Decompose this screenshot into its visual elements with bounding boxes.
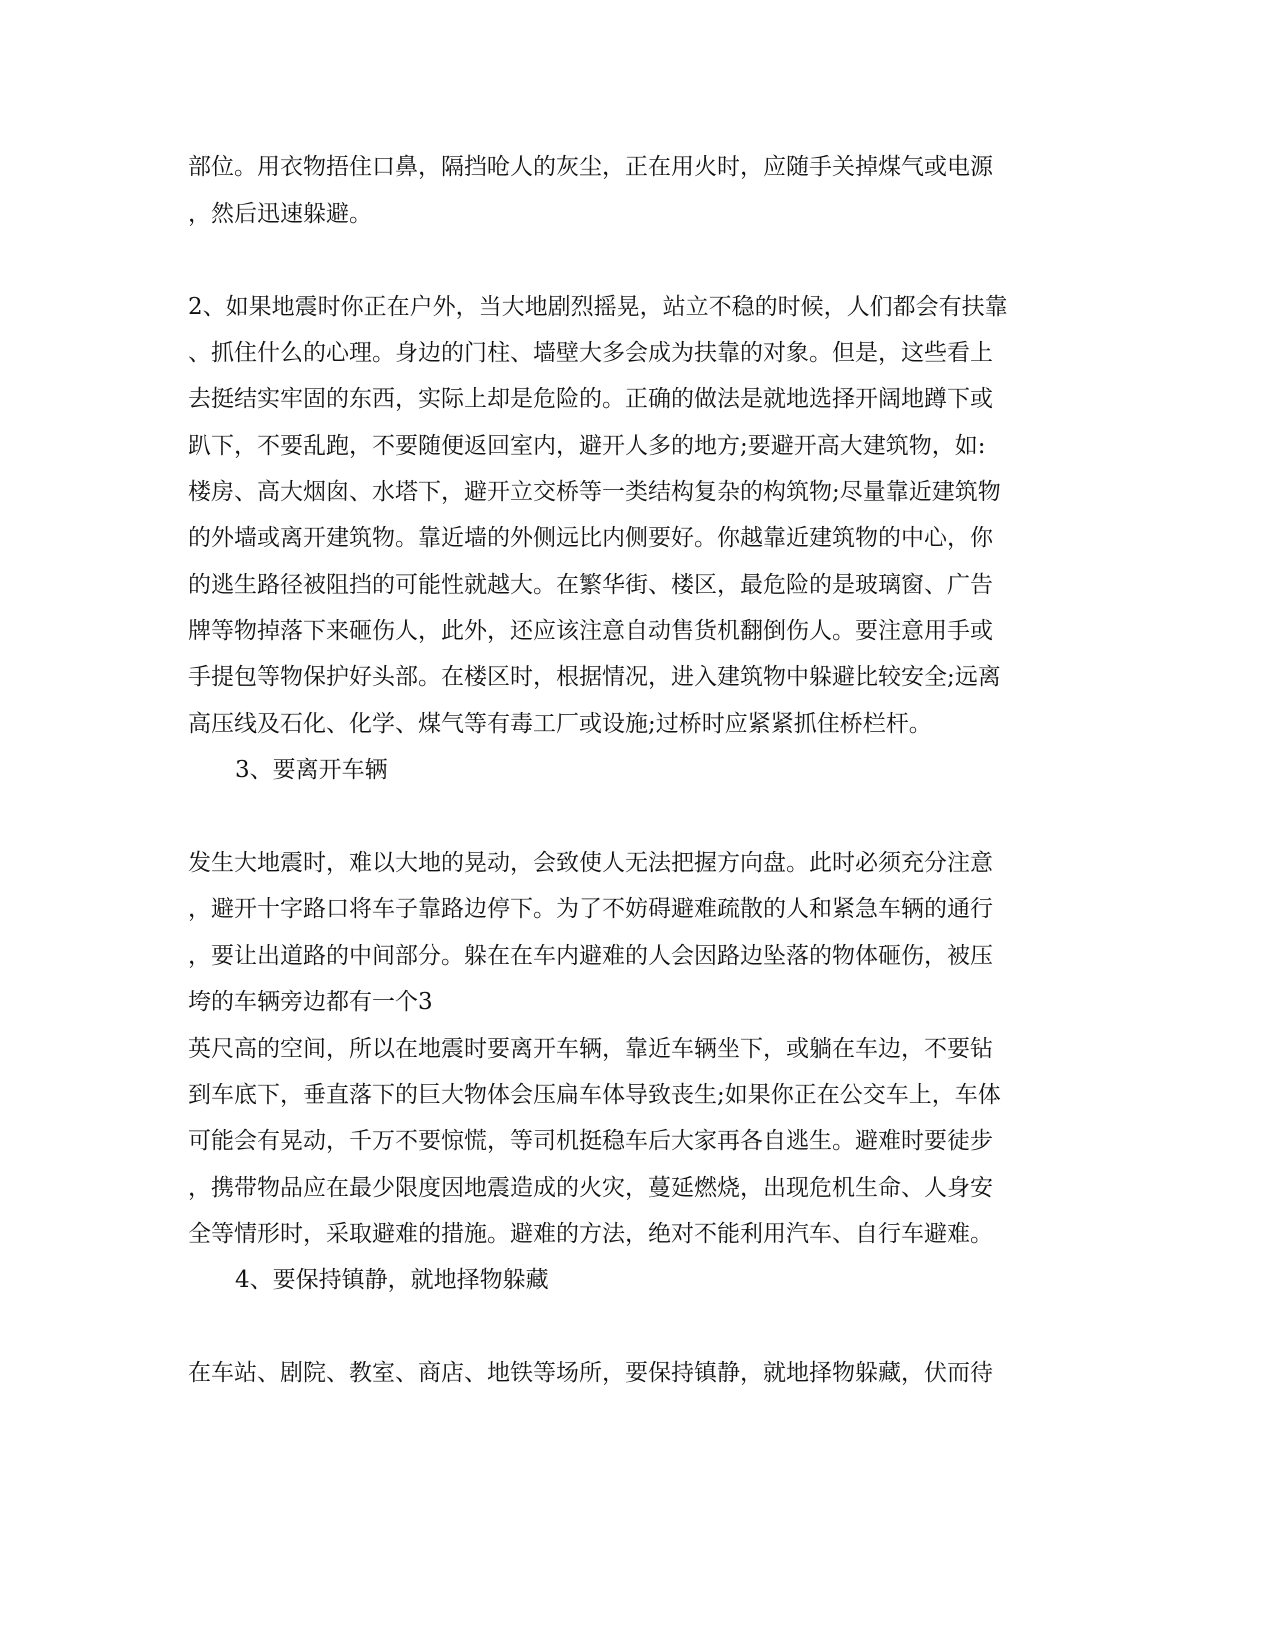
paragraph-line: 2、如果地震时你正在户外，当大地剧烈摇晃，站立不稳的时候，人们都会有扶靠 xyxy=(188,294,1008,320)
paragraph-line: 牌等物掉落下来砸伤人，此外，还应该注意自动售货机翻倒伤人。要注意用手或 xyxy=(188,618,993,644)
paragraph-line: 在车站、剧院、教室、商店、地铁等场所，要保持镇静，就地择物躲藏，伏而待 xyxy=(188,1360,993,1386)
paragraph-line: 趴下，不要乱跑，不要随便返回室内，避开人多的地方;要避开高大建筑物，如: xyxy=(188,433,986,459)
paragraph-line: 可能会有晃动，千万不要惊慌，等司机挺稳车后大家再各自逃生。避难时要徒步 xyxy=(188,1128,993,1154)
paragraph-line: ，避开十字路口将车子靠路边停下。为了不妨碍避难疏散的人和紧急车辆的通行 xyxy=(188,896,993,922)
paragraph-line: 手提包等物保护好头部。在楼区时，根据情况，进入建筑物中躲避比较安全;远离 xyxy=(188,664,1001,690)
paragraph-line: 发生大地震时，难以大地的晃动，会致使人无法把握方向盘。此时必须充分注意 xyxy=(188,850,993,876)
paragraph-line: 楼房、高大烟囱、水塔下，避开立交桥等一类结构复杂的构筑物;尽量靠近建筑物 xyxy=(188,479,1001,505)
paragraph-line: ，携带物品应在最少限度因地震造成的火灾，蔓延燃烧，出现危机生命、人身安 xyxy=(188,1175,993,1201)
paragraph-line: ，要让出道路的中间部分。躲在在车内避难的人会因路边坠落的物体砸伤，被压 xyxy=(188,943,993,969)
paragraph-line: 英尺高的空间，所以在地震时要离开车辆，靠近车辆坐下，或躺在车边，不要钻 xyxy=(188,1036,993,1062)
paragraph-line: 去挺结实牢固的东西，实际上却是危险的。正确的做法是就地选择开阔地蹲下或 xyxy=(188,386,993,412)
paragraph-line: 部位。用衣物捂住口鼻，隔挡呛人的灰尘，正在用火时，应随手关掉煤气或电源 xyxy=(188,154,993,180)
paragraph-line: 全等情形时，采取避难的措施。避难的方法，绝对不能利用汽车、自行车避难。 xyxy=(188,1221,993,1247)
paragraph-line: ，然后迅速躲避。 xyxy=(188,201,372,227)
paragraph-line: 的逃生路径被阻挡的可能性就越大。在繁华街、楼区，最危险的是玻璃窗、广告 xyxy=(188,572,993,598)
section-heading: 3、要离开车辆 xyxy=(235,757,388,783)
paragraph-line: 垮的车辆旁边都有一个3 xyxy=(188,989,433,1015)
section-heading: 4、要保持镇静，就地择物躲藏 xyxy=(235,1267,549,1293)
paragraph-line: 到车底下，垂直落下的巨大物体会压扁车体导致丧生;如果你正在公交车上，车体 xyxy=(188,1082,1001,1108)
paragraph-line: 、抓住什么的心理。身边的门柱、墙壁大多会成为扶靠的对象。但是，这些看上 xyxy=(188,340,993,366)
paragraph-line: 的外墙或离开建筑物。靠近墙的外侧远比内侧要好。你越靠近建筑物的中心，你 xyxy=(188,525,993,551)
paragraph-line: 高压线及石化、化学、煤气等有毒工厂或设施;过桥时应紧紧抓住桥栏杆。 xyxy=(188,711,932,737)
